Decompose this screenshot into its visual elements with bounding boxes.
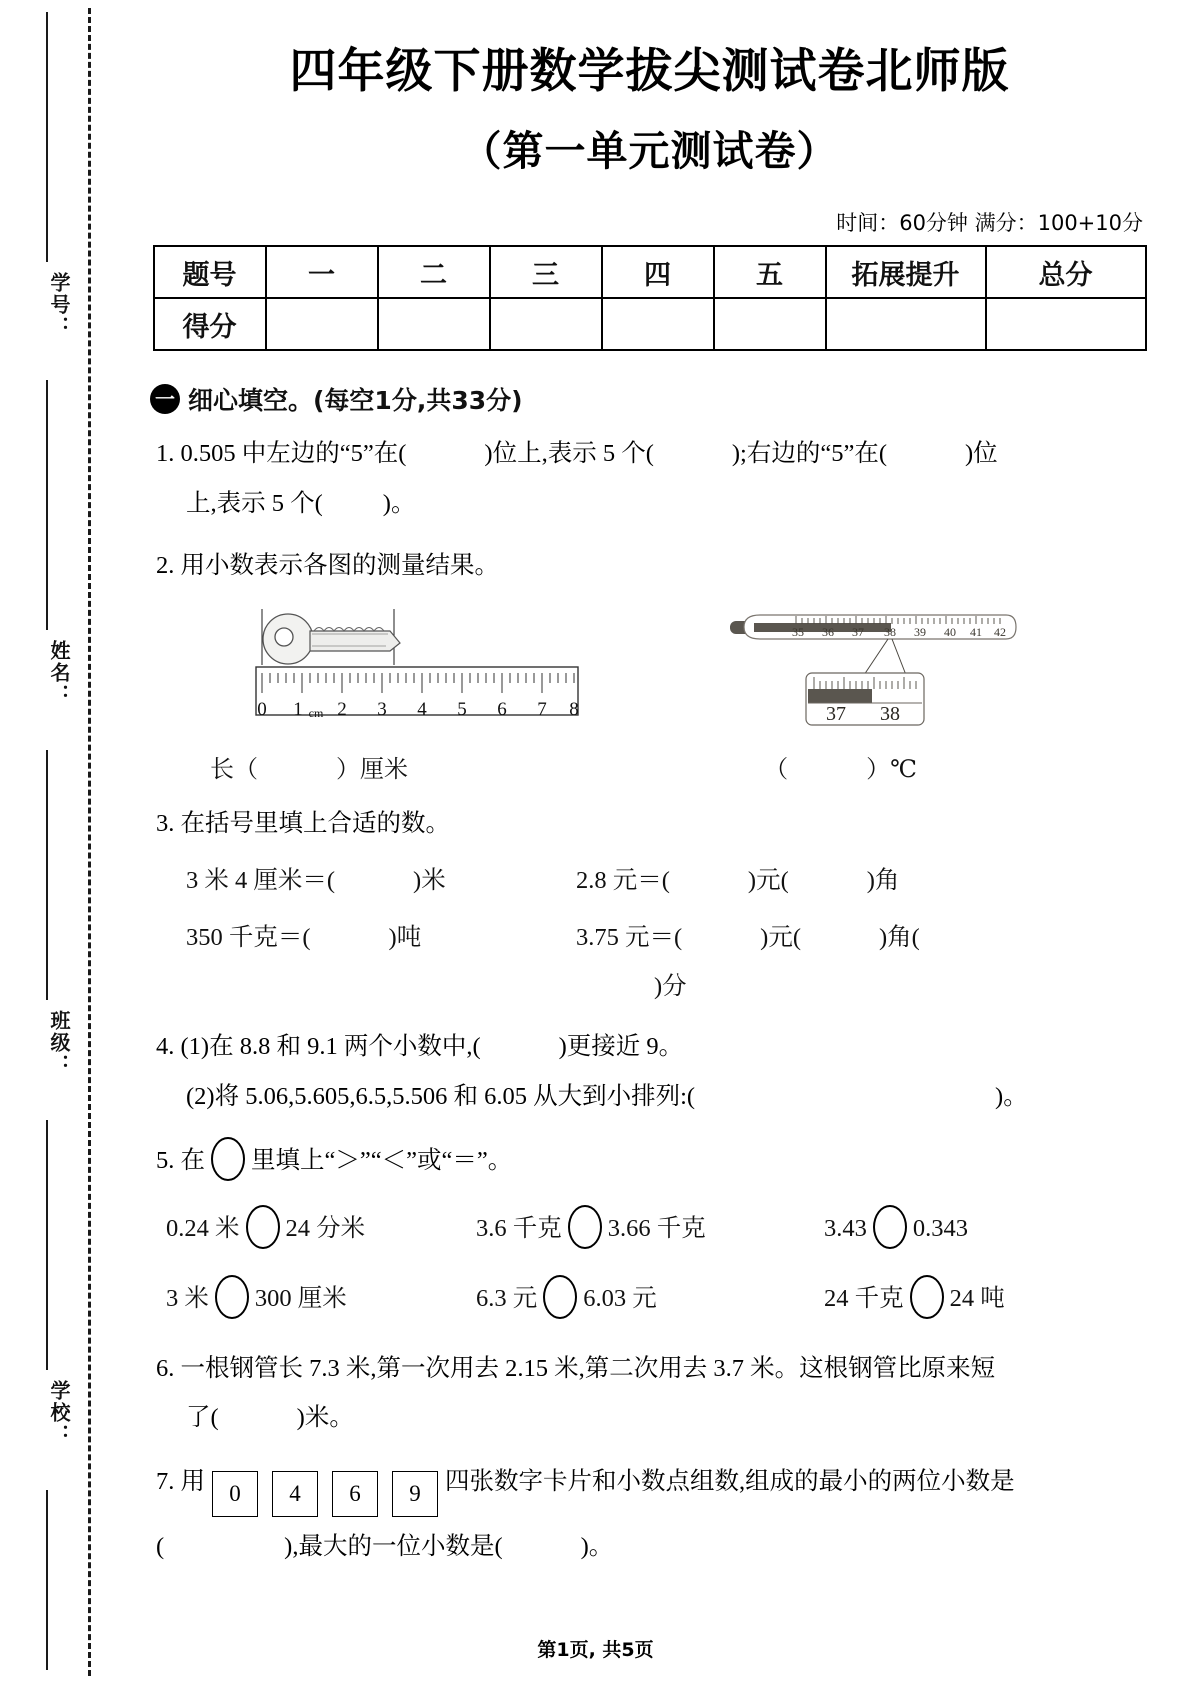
thermo-label-37: 37 <box>852 625 865 640</box>
q3-item-2 <box>576 856 976 905</box>
score-col-2: 二 <box>378 246 490 298</box>
question-6-line-2 <box>156 1394 1161 1442</box>
question-7-line-2 <box>156 1523 1161 1571</box>
score-col-bonus: 拓展提升 <box>826 246 986 298</box>
question-2-captions <box>138 735 1161 784</box>
score-col-4: 四 <box>602 246 714 298</box>
q7-text-b: ),最大的一位小数是( <box>284 1533 503 1561</box>
q4-text-d: )。 <box>995 1082 1028 1110</box>
score-cell-5[interactable] <box>714 298 826 350</box>
ruler-figure <box>138 603 694 725</box>
q7-text-a: ( <box>156 1533 165 1561</box>
q5-circle-5[interactable] <box>543 1275 577 1319</box>
q5-p1-right: 24 分米 <box>285 1214 366 1242</box>
number-card-4[interactable]: 4 <box>272 1471 318 1517</box>
q3-i1-b: )米 <box>413 867 446 895</box>
q5-pair-1 <box>166 1205 476 1249</box>
q5-circle-2[interactable] <box>568 1205 602 1249</box>
question-3-row-2 <box>186 913 1161 1011</box>
page-title: 四年级下册数学拔尖测试卷北师版 <box>289 44 1010 99</box>
score-cell-1[interactable] <box>266 298 378 350</box>
question-5-row-1 <box>166 1205 1161 1249</box>
q3-i3-a: 350 千克＝( <box>186 924 311 952</box>
q3-i3-b: )吨 <box>388 924 422 952</box>
ruler-tick-4: 4 <box>417 699 427 721</box>
q1-text-c: );右边的“5”在( <box>731 440 887 468</box>
q5-pair-2 <box>476 1205 824 1249</box>
sidebar-fields <box>0 0 100 1684</box>
page-footer: 第1页, 共5页 <box>537 1639 654 1661</box>
dashed-fold-line <box>88 8 91 1676</box>
q3-item-3 <box>186 913 576 1011</box>
section-title: 细心填空。(每空1分,共33分) <box>188 386 523 416</box>
q1-text-f: )。 <box>382 489 416 517</box>
question-5-prompt <box>156 1137 1161 1185</box>
sidebar-rule-2 <box>46 750 48 1000</box>
q5-p4-right: 300 厘米 <box>254 1284 347 1312</box>
q3-item-4 <box>576 913 976 1011</box>
number-card-6[interactable]: 6 <box>332 1471 378 1517</box>
thermo-label-39: 39 <box>914 625 927 640</box>
q3-i2-c: )角 <box>866 867 900 895</box>
q3-i4-a: 3.75 元＝( <box>576 924 683 952</box>
ruler-tick-7: 7 <box>537 699 547 721</box>
q3-i4-c: )角( <box>879 924 920 952</box>
number-card-9[interactable]: 9 <box>392 1471 438 1517</box>
q5-p1-left: 0.24 米 <box>166 1214 240 1242</box>
q5-p2-right: 3.66 千克 <box>607 1214 706 1242</box>
sidebar-rule-1 <box>46 380 48 630</box>
thermo-label-38: 38 <box>884 625 897 640</box>
q5-p5-left: 6.3 元 <box>476 1284 538 1312</box>
score-col-3: 三 <box>490 246 602 298</box>
q7-prefix: 7. 用 <box>156 1468 205 1496</box>
q1-text-e: 上,表示 5 个( <box>186 489 323 517</box>
section-badge: 一 <box>150 384 180 414</box>
q5-pair-5 <box>476 1275 824 1319</box>
question-4-line-2 <box>156 1073 1161 1121</box>
thermo-inset-38: 38 <box>880 703 901 726</box>
sidebar-rule-3 <box>46 1120 48 1370</box>
q2-cap-right-b: ）℃ <box>866 757 918 784</box>
sidebar-field-class: 班级： <box>47 1010 71 1076</box>
sidebar-field-student-id: 学号： <box>47 272 71 338</box>
q3-i2-b: )元( <box>747 867 789 895</box>
score-col-total: 总分 <box>986 246 1146 298</box>
q5-pair-6 <box>824 1275 1124 1319</box>
ruler-tick-8: 8 <box>569 699 579 721</box>
q3-i2-a: 2.8 元＝( <box>576 867 670 895</box>
sidebar-field-name: 姓名： <box>47 640 71 706</box>
q4-text-c: (2)将 5.06,5.605,6.5,5.506 和 6.05 从大到小排列:( <box>186 1082 696 1110</box>
score-cell-total[interactable] <box>986 298 1146 350</box>
q1-text-a: 1. 0.505 中左边的“5”在( <box>156 440 407 468</box>
q5-p4-left: 3 米 <box>166 1284 209 1312</box>
thermometer-svg <box>724 603 1024 733</box>
question-7-line-1 <box>156 1458 1161 1517</box>
score-table <box>153 245 1147 351</box>
question-1-line-2 <box>156 480 1161 528</box>
thermometer-figure <box>694 603 1161 733</box>
q5-circle-1[interactable] <box>246 1205 280 1249</box>
question-4-line-1 <box>156 1023 1161 1071</box>
q5-p3-left: 3.43 <box>824 1214 867 1242</box>
question-1-line-1 <box>156 430 1161 478</box>
table-row-scores <box>154 298 1146 350</box>
score-cell-bonus[interactable] <box>826 298 986 350</box>
score-cell-3[interactable] <box>490 298 602 350</box>
q5-prompt-circle <box>211 1137 245 1181</box>
sidebar-field-school: 学校： <box>47 1380 71 1446</box>
question-5-row-2 <box>166 1275 1161 1319</box>
q5-prompt-a: 5. 在 <box>156 1146 205 1174</box>
score-col-5: 五 <box>714 246 826 298</box>
question-2-figures <box>138 603 1161 733</box>
q5-p5-right: 6.03 元 <box>583 1284 657 1312</box>
ruler-tick-5: 5 <box>457 699 467 721</box>
thermo-inset-37: 37 <box>826 703 847 726</box>
q5-circle-6[interactable] <box>910 1275 944 1319</box>
q5-circle-4[interactable] <box>215 1275 249 1319</box>
q7-text-c: )。 <box>580 1533 614 1561</box>
q3-i4-d: )分 <box>654 973 687 1001</box>
thermo-label-36: 36 <box>822 625 835 640</box>
exam-info: 时间：60分钟 满分：100+10分 <box>836 211 1143 236</box>
q1-text-b: )位上,表示 5 个( <box>484 440 654 468</box>
q5-prompt-b: 里填上“＞”“＜”或“＝”。 <box>251 1146 513 1174</box>
q4-text-b: )更接近 9。 <box>558 1033 684 1061</box>
ruler-tick-3: 3 <box>377 699 387 721</box>
q5-circle-3[interactable] <box>873 1205 907 1249</box>
page-subtitle: （第一单元测试卷） <box>460 127 839 176</box>
score-col-1: 一 <box>266 246 378 298</box>
score-cell-2[interactable] <box>378 298 490 350</box>
q5-p6-left: 24 千克 <box>824 1284 904 1312</box>
q3-i4-b: )元( <box>760 924 801 952</box>
question-3-row-1 <box>186 856 1161 905</box>
q5-p2-left: 3.6 千克 <box>476 1214 562 1242</box>
q1-text-d: )位 <box>965 440 998 468</box>
q2-caption-left <box>138 749 694 784</box>
section-heading <box>150 381 1161 417</box>
thermo-label-42: 42 <box>994 625 1007 640</box>
q7-suffix: 四张数字卡片和小数点组数,组成的最小的两位小数是 <box>445 1468 1015 1496</box>
q5-pair-3 <box>824 1205 1124 1249</box>
ruler-tick-0: 0 <box>257 699 267 721</box>
q2-caption-right <box>694 749 1161 784</box>
thermo-label-41: 41 <box>970 625 983 640</box>
ruler-tick-2: 2 <box>337 699 347 721</box>
q4-text-a: 4. (1)在 8.8 和 9.1 两个小数中,( <box>156 1033 481 1061</box>
q2-cap-right-a: （ <box>764 757 789 784</box>
q2-cap-left-a: 长（ <box>210 757 258 784</box>
q6-text-a: 了( <box>186 1404 219 1432</box>
q3-i1-a: 3 米 4 厘米＝( <box>186 867 336 895</box>
question-6-line-1: 6. 一根钢管长 7.3 米,第一次用去 2.15 米,第二次用去 3.7 米。这根钢管比原来短 <box>156 1354 996 1382</box>
question-3-prompt: 3. 在括号里填上合适的数。 <box>156 810 450 838</box>
thermo-label-35: 35 <box>792 625 805 640</box>
q5-pair-4 <box>166 1275 476 1319</box>
ruler-tick-6: 6 <box>497 699 507 721</box>
q5-p3-right: 0.343 <box>912 1214 968 1242</box>
score-cell-4[interactable] <box>602 298 714 350</box>
ruler-tick-1: 1 <box>293 699 303 721</box>
score-row-label-2: 得分 <box>154 298 266 350</box>
q2-cap-left-b: ）厘米 <box>336 757 408 784</box>
score-row-label: 题号 <box>154 246 266 298</box>
table-row-header <box>154 246 1146 298</box>
q5-p6-right: 24 吨 <box>949 1284 1005 1312</box>
exam-page <box>108 0 1191 1684</box>
thermo-label-40: 40 <box>944 625 957 640</box>
number-card-0[interactable]: 0 <box>212 1471 258 1517</box>
q3-item-1 <box>186 856 576 905</box>
q6-text-b: )米。 <box>296 1404 354 1432</box>
sidebar-rule-top <box>46 12 48 262</box>
ruler-unit-label: cm <box>308 706 324 721</box>
question-2-prompt: 2. 用小数表示各图的测量结果。 <box>156 551 499 579</box>
